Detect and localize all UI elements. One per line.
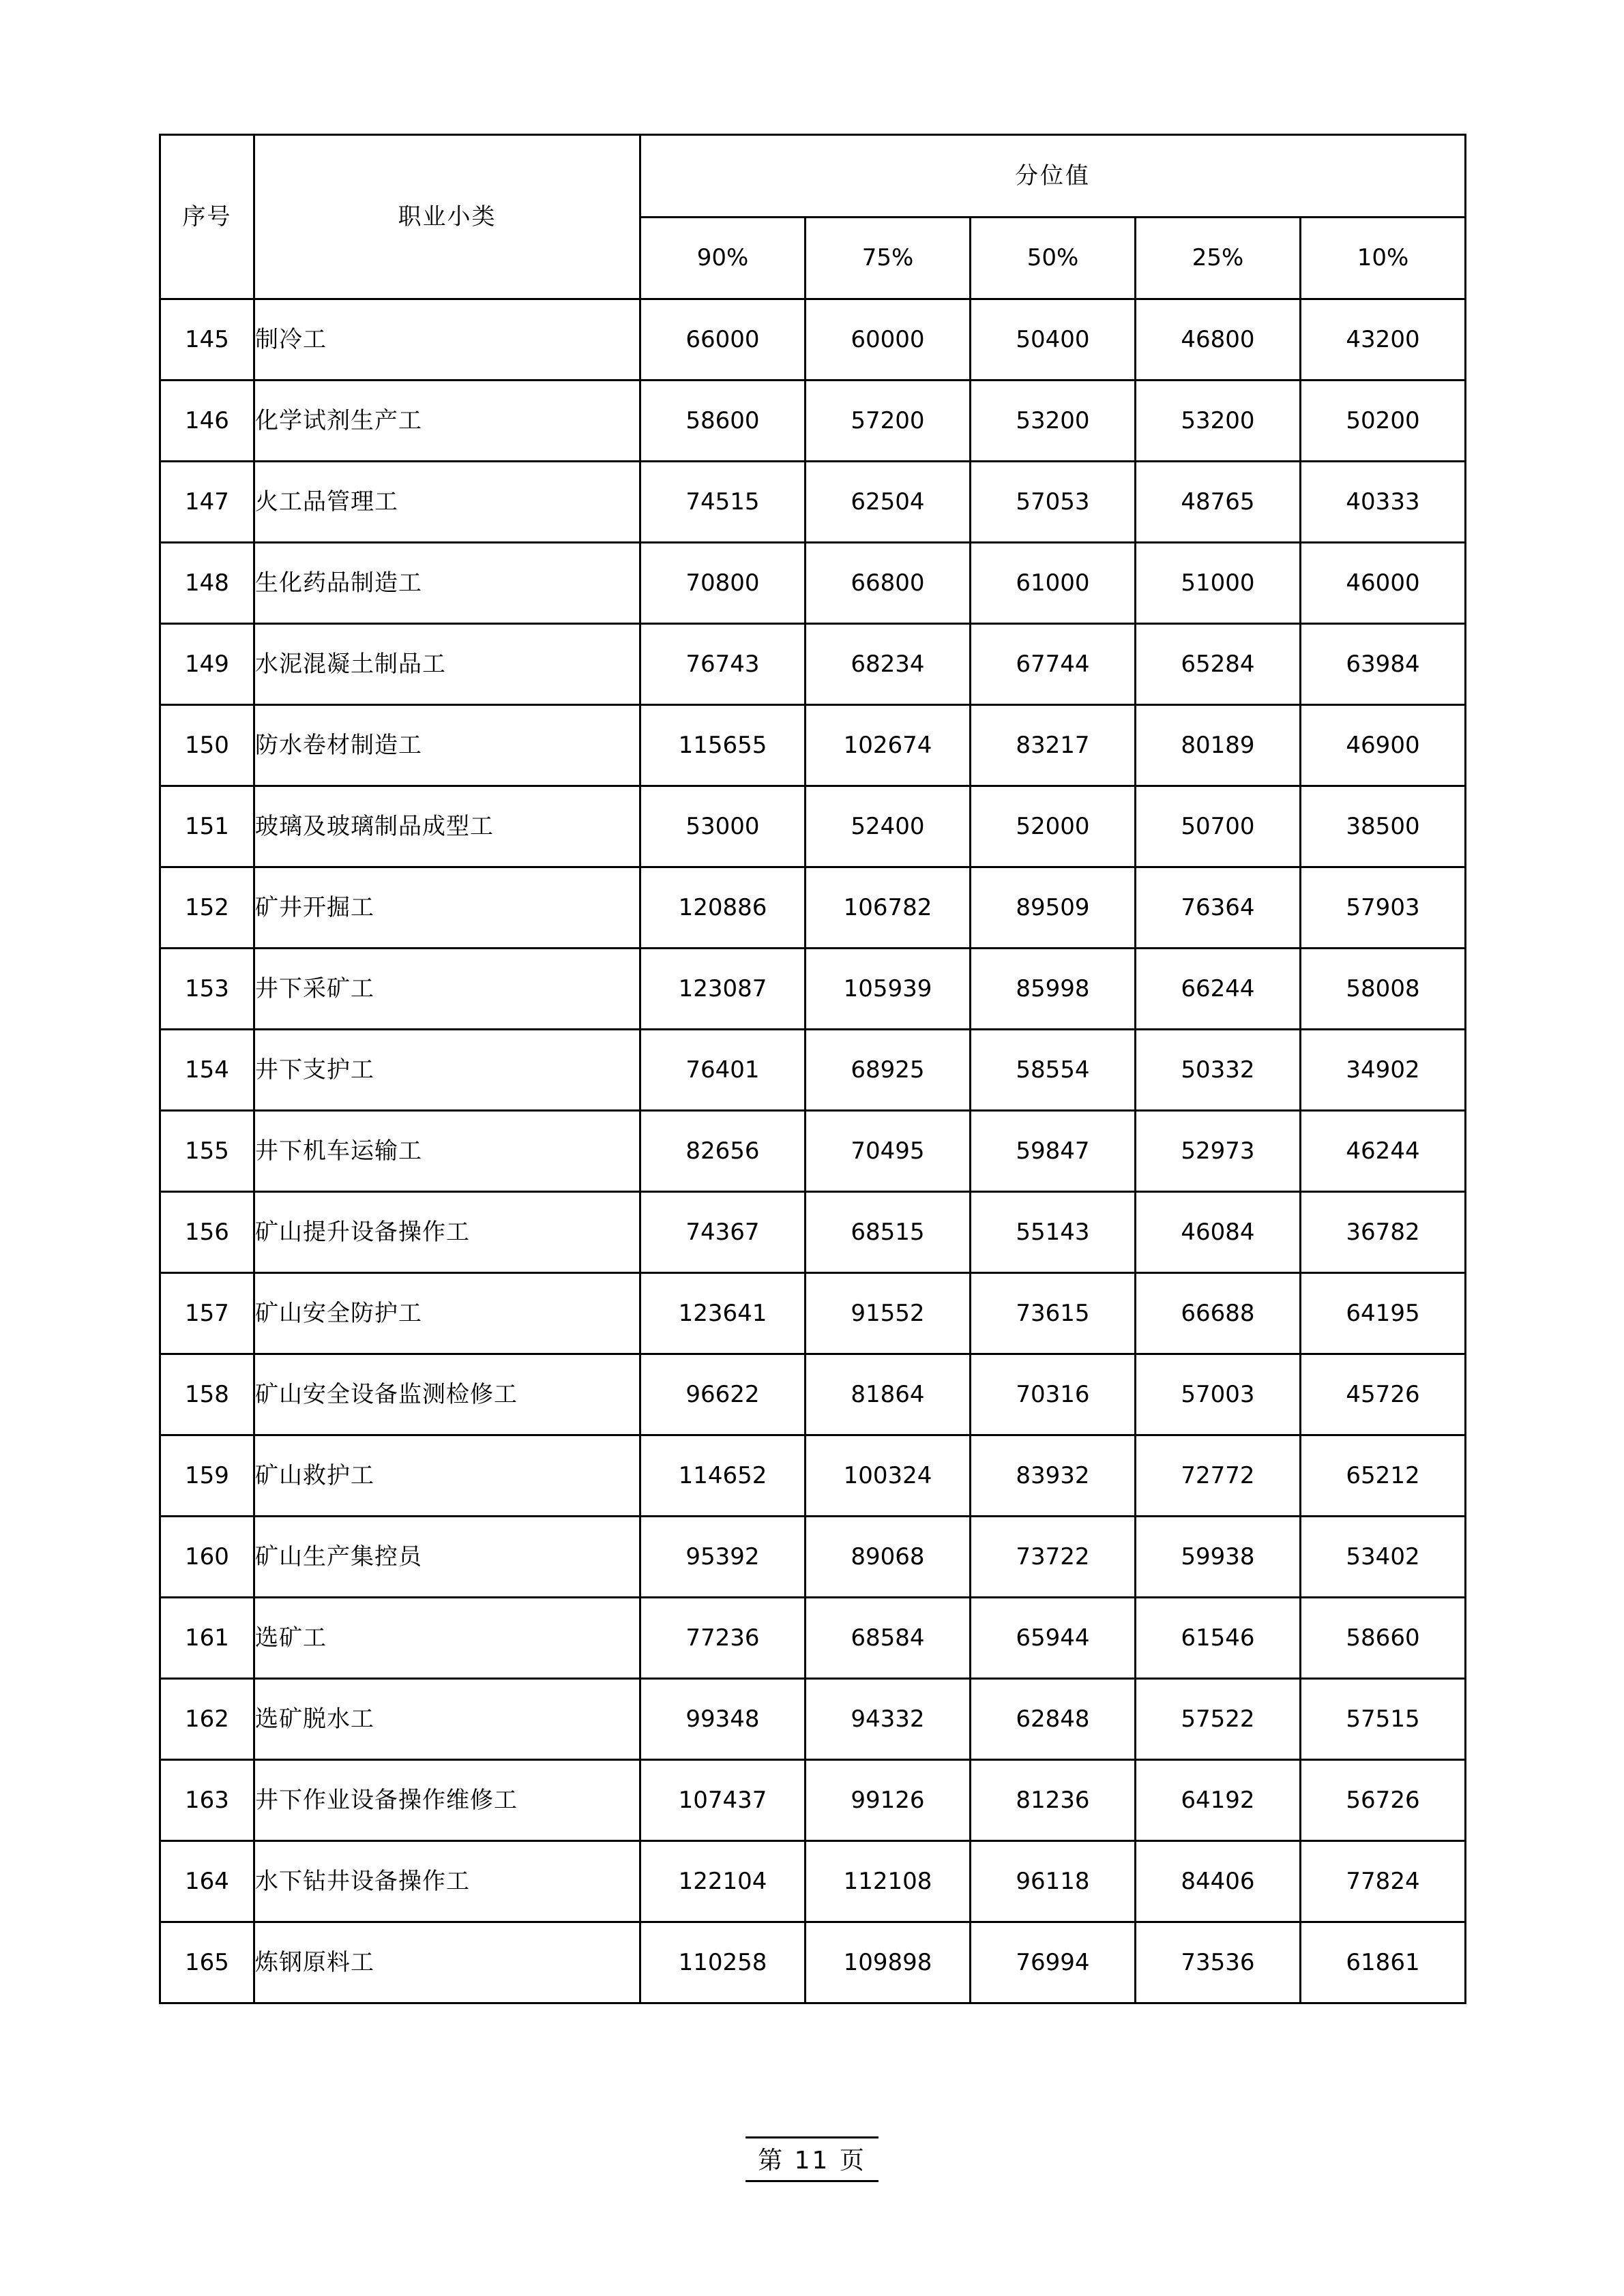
header-percentile-75: 75% (806, 218, 971, 299)
row-value-50: 73615 (971, 1273, 1136, 1354)
table-row (160, 1030, 1466, 1111)
header-index: 序号 (160, 135, 254, 299)
table-row (160, 462, 1466, 543)
header-percentile-90: 90% (640, 218, 806, 299)
row-occupation: 炼钢原料工 (254, 1922, 640, 2003)
row-value-90: 70800 (640, 543, 806, 624)
row-value-25: 66244 (1136, 949, 1301, 1030)
row-value-25: 66688 (1136, 1273, 1301, 1354)
row-value-25: 64192 (1136, 1760, 1301, 1841)
row-occupation: 井下支护工 (254, 1030, 640, 1111)
table-row (160, 1598, 1466, 1679)
row-occupation: 矿山安全设备监测检修工 (254, 1354, 640, 1435)
table-row (160, 543, 1466, 624)
row-value-50: 57053 (971, 462, 1136, 543)
row-value-10: 58660 (1301, 1598, 1466, 1679)
row-occupation: 矿山安全防护工 (254, 1273, 640, 1354)
row-value-90: 53000 (640, 786, 806, 867)
row-value-25: 76364 (1136, 867, 1301, 949)
row-value-75: 60000 (806, 299, 971, 381)
row-value-25: 57003 (1136, 1354, 1301, 1435)
row-value-75: 66800 (806, 543, 971, 624)
row-value-10: 45726 (1301, 1354, 1466, 1435)
row-value-75: 106782 (806, 867, 971, 949)
row-value-10: 57903 (1301, 867, 1466, 949)
table-row (160, 1435, 1466, 1517)
row-value-90: 95392 (640, 1517, 806, 1598)
row-value-90: 110258 (640, 1922, 806, 2003)
row-value-75: 70495 (806, 1111, 971, 1192)
row-value-25: 46800 (1136, 299, 1301, 381)
row-index: 145 (160, 299, 254, 381)
row-value-10: 43200 (1301, 299, 1466, 381)
row-value-10: 77824 (1301, 1841, 1466, 1922)
row-index: 149 (160, 624, 254, 705)
header-percentile-group: 分位值 (640, 135, 1466, 218)
row-value-75: 94332 (806, 1679, 971, 1760)
table-row (160, 867, 1466, 949)
row-value-90: 77236 (640, 1598, 806, 1679)
row-index: 155 (160, 1111, 254, 1192)
row-value-75: 68584 (806, 1598, 971, 1679)
row-index: 146 (160, 381, 254, 462)
row-value-25: 80189 (1136, 705, 1301, 786)
table-row (160, 1273, 1466, 1354)
salary-percentile-table (159, 134, 1466, 2004)
row-value-50: 50400 (971, 299, 1136, 381)
row-value-10: 58008 (1301, 949, 1466, 1030)
row-value-25: 65284 (1136, 624, 1301, 705)
row-index: 160 (160, 1517, 254, 1598)
table-row (160, 1760, 1466, 1841)
table-row (160, 705, 1466, 786)
row-value-90: 107437 (640, 1760, 806, 1841)
row-value-25: 48765 (1136, 462, 1301, 543)
table-row (160, 1111, 1466, 1192)
row-value-50: 70316 (971, 1354, 1136, 1435)
row-occupation: 水下钻井设备操作工 (254, 1841, 640, 1922)
row-occupation: 化学试剂生产工 (254, 381, 640, 462)
row-value-25: 73536 (1136, 1922, 1301, 2003)
row-value-75: 112108 (806, 1841, 971, 1922)
row-occupation: 选矿工 (254, 1598, 640, 1679)
table-row (160, 299, 1466, 381)
row-occupation: 矿山救护工 (254, 1435, 640, 1517)
table-row (160, 1517, 1466, 1598)
row-index: 148 (160, 543, 254, 624)
row-occupation: 井下采矿工 (254, 949, 640, 1030)
row-value-90: 58600 (640, 381, 806, 462)
row-index: 164 (160, 1841, 254, 1922)
row-index: 156 (160, 1192, 254, 1273)
row-occupation: 选矿脱水工 (254, 1679, 640, 1760)
row-index: 158 (160, 1354, 254, 1435)
row-occupation: 水泥混凝土制品工 (254, 624, 640, 705)
row-value-75: 102674 (806, 705, 971, 786)
row-index: 150 (160, 705, 254, 786)
row-index: 157 (160, 1273, 254, 1354)
row-value-90: 122104 (640, 1841, 806, 1922)
row-value-90: 115655 (640, 705, 806, 786)
row-value-50: 59847 (971, 1111, 1136, 1192)
row-value-90: 120886 (640, 867, 806, 949)
row-value-75: 52400 (806, 786, 971, 867)
row-value-75: 109898 (806, 1922, 971, 2003)
row-value-25: 59938 (1136, 1517, 1301, 1598)
table-row (160, 1679, 1466, 1760)
row-value-10: 40333 (1301, 462, 1466, 543)
row-index: 147 (160, 462, 254, 543)
row-value-25: 84406 (1136, 1841, 1301, 1922)
row-value-10: 46244 (1301, 1111, 1466, 1192)
row-value-75: 89068 (806, 1517, 971, 1598)
header-percentile-10: 10% (1301, 218, 1466, 299)
row-value-50: 55143 (971, 1192, 1136, 1273)
table-row (160, 786, 1466, 867)
row-value-10: 34902 (1301, 1030, 1466, 1111)
row-value-90: 76743 (640, 624, 806, 705)
row-value-90: 99348 (640, 1679, 806, 1760)
row-value-10: 61861 (1301, 1922, 1466, 2003)
row-value-50: 76994 (971, 1922, 1136, 2003)
row-value-75: 57200 (806, 381, 971, 462)
row-value-25: 51000 (1136, 543, 1301, 624)
row-index: 153 (160, 949, 254, 1030)
row-value-10: 63984 (1301, 624, 1466, 705)
row-value-50: 73722 (971, 1517, 1136, 1598)
row-value-50: 53200 (971, 381, 1136, 462)
table-row (160, 624, 1466, 705)
header-occupation: 职业小类 (254, 135, 640, 299)
table-row (160, 381, 1466, 462)
row-occupation: 生化药品制造工 (254, 543, 640, 624)
row-value-50: 62848 (971, 1679, 1136, 1760)
row-value-50: 89509 (971, 867, 1136, 949)
table-body (160, 299, 1466, 2003)
row-occupation: 井下作业设备操作维修工 (254, 1760, 640, 1841)
row-index: 165 (160, 1922, 254, 2003)
row-value-90: 74367 (640, 1192, 806, 1273)
row-occupation: 矿山生产集控员 (254, 1517, 640, 1598)
table-row (160, 1841, 1466, 1922)
row-value-50: 81236 (971, 1760, 1136, 1841)
row-value-10: 65212 (1301, 1435, 1466, 1517)
row-index: 154 (160, 1030, 254, 1111)
row-occupation: 玻璃及玻璃制品成型工 (254, 786, 640, 867)
row-value-90: 82656 (640, 1111, 806, 1192)
row-value-10: 64195 (1301, 1273, 1466, 1354)
row-value-50: 83932 (971, 1435, 1136, 1517)
row-value-25: 53200 (1136, 381, 1301, 462)
table-row (160, 949, 1466, 1030)
table-row (160, 1354, 1466, 1435)
row-index: 162 (160, 1679, 254, 1760)
row-value-10: 46000 (1301, 543, 1466, 624)
row-occupation: 火工品管理工 (254, 462, 640, 543)
row-value-10: 50200 (1301, 381, 1466, 462)
row-index: 151 (160, 786, 254, 867)
row-value-75: 99126 (806, 1760, 971, 1841)
salary-table-container (159, 134, 1464, 2004)
row-value-75: 100324 (806, 1435, 971, 1517)
row-index: 163 (160, 1760, 254, 1841)
row-value-25: 46084 (1136, 1192, 1301, 1273)
table-row (160, 1192, 1466, 1273)
row-value-75: 62504 (806, 462, 971, 543)
row-value-75: 91552 (806, 1273, 971, 1354)
row-value-90: 96622 (640, 1354, 806, 1435)
row-value-75: 68925 (806, 1030, 971, 1111)
row-value-50: 58554 (971, 1030, 1136, 1111)
row-value-75: 81864 (806, 1354, 971, 1435)
table-header (160, 135, 1466, 299)
page-footer (0, 2136, 1624, 2182)
row-value-90: 114652 (640, 1435, 806, 1517)
table-row (160, 1922, 1466, 2003)
row-value-90: 123641 (640, 1273, 806, 1354)
header-percentile-25: 25% (1136, 218, 1301, 299)
row-value-75: 105939 (806, 949, 971, 1030)
row-value-10: 46900 (1301, 705, 1466, 786)
row-value-10: 53402 (1301, 1517, 1466, 1598)
row-occupation: 井下机车运输工 (254, 1111, 640, 1192)
row-value-25: 50332 (1136, 1030, 1301, 1111)
row-value-75: 68234 (806, 624, 971, 705)
row-value-50: 67744 (971, 624, 1136, 705)
row-value-25: 61546 (1136, 1598, 1301, 1679)
row-value-10: 56726 (1301, 1760, 1466, 1841)
row-value-50: 83217 (971, 705, 1136, 786)
row-index: 161 (160, 1598, 254, 1679)
row-value-50: 85998 (971, 949, 1136, 1030)
row-value-90: 66000 (640, 299, 806, 381)
row-value-50: 61000 (971, 543, 1136, 624)
page-number: 第 11 页 (745, 2136, 879, 2182)
row-value-10: 36782 (1301, 1192, 1466, 1273)
table-header-row-1 (160, 135, 1466, 218)
row-value-25: 72772 (1136, 1435, 1301, 1517)
row-occupation: 矿山提升设备操作工 (254, 1192, 640, 1273)
row-value-10: 57515 (1301, 1679, 1466, 1760)
header-percentile-50: 50% (971, 218, 1136, 299)
row-value-50: 52000 (971, 786, 1136, 867)
row-value-50: 96118 (971, 1841, 1136, 1922)
row-occupation: 制冷工 (254, 299, 640, 381)
row-value-25: 52973 (1136, 1111, 1301, 1192)
row-index: 152 (160, 867, 254, 949)
row-value-75: 68515 (806, 1192, 971, 1273)
row-index: 159 (160, 1435, 254, 1517)
row-value-90: 123087 (640, 949, 806, 1030)
row-occupation: 防水卷材制造工 (254, 705, 640, 786)
row-value-25: 57522 (1136, 1679, 1301, 1760)
row-value-90: 76401 (640, 1030, 806, 1111)
row-occupation: 矿井开掘工 (254, 867, 640, 949)
row-value-25: 50700 (1136, 786, 1301, 867)
row-value-90: 74515 (640, 462, 806, 543)
row-value-10: 38500 (1301, 786, 1466, 867)
row-value-50: 65944 (971, 1598, 1136, 1679)
